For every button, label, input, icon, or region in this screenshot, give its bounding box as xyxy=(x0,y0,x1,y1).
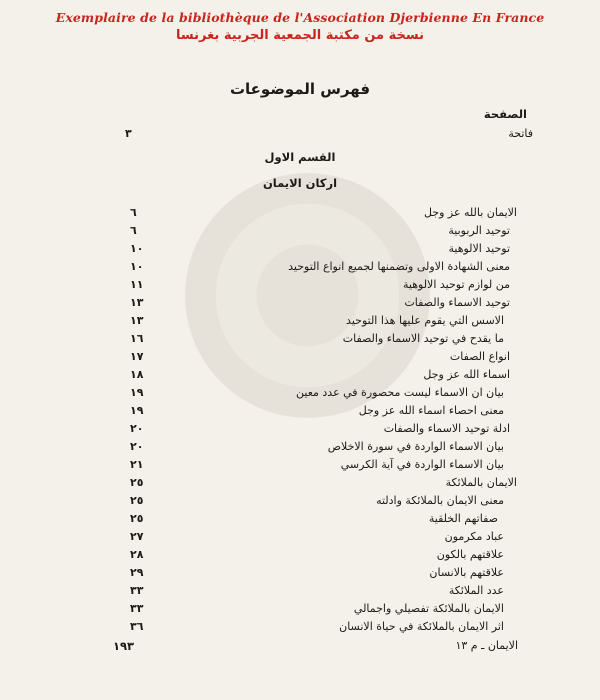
toc-entry: انواع الصفات xyxy=(449,350,510,363)
toc-entry: ادلة توحيد الاسماء والصفات xyxy=(383,422,510,435)
toc-entry: بيان ان الاسماء ليست محصورة في عدد معين xyxy=(296,386,504,399)
toc-entry-page: ٢١ xyxy=(130,458,144,471)
subsection-heading: اركان الايمان xyxy=(262,176,338,190)
toc-entry: ما يقدح في توحيد الاسماء والصفات xyxy=(342,332,504,345)
toc-entry-page: ٦ xyxy=(130,224,137,237)
library-header-french: Exemplaire de la bibliothèque de l'Association Djerbienne En France xyxy=(55,10,545,25)
section-heading: القسم الاول xyxy=(264,150,336,164)
toc-entry-page: ١٠ xyxy=(130,260,144,273)
library-stamp-icon xyxy=(180,168,435,423)
toc-entry: الاسس التي يقوم عليها هذا التوحيد xyxy=(346,314,504,327)
toc-entry: علاقتهم بالانسان xyxy=(429,566,504,579)
toc-entry-page: ٣٦ xyxy=(130,620,144,633)
library-header xyxy=(0,10,600,43)
toc-entry-page: ١٦ xyxy=(130,332,144,345)
toc-entry: عباد مكرمون xyxy=(444,530,504,543)
toc-entry-page: ١٩ xyxy=(130,404,144,417)
toc-entry-page: ٢٧ xyxy=(130,530,144,543)
toc-entry: صفاتهم الخلقية xyxy=(428,512,498,525)
toc-entry: توحيد الربوبية xyxy=(448,224,510,237)
toc-entry: الايمان بالملائكة xyxy=(445,476,517,489)
toc-entry-page: ٢٥ xyxy=(130,512,144,525)
toc-entry: من لوازم توحيد الالوهية xyxy=(403,278,510,291)
toc-entry-page: ٢٨ xyxy=(130,548,144,561)
printer-signature: الايمان ـ م ١٣ xyxy=(455,639,518,652)
toc-entry-page: ٢٠ xyxy=(130,440,144,453)
toc-entry: الايمان بالملائكة تفصيلي واجمالي xyxy=(353,602,504,615)
toc-entry-page: ٢٩ xyxy=(130,566,144,579)
toc-entry: معنى احصاء اسماء الله عز وجل xyxy=(358,404,504,417)
toc-entry-page: ١٣ xyxy=(130,296,144,309)
toc-entry-page: ٢٥ xyxy=(130,476,144,489)
toc-preface-page: ٣ xyxy=(125,127,132,140)
toc-entry-page: ٢٠ xyxy=(130,422,144,435)
toc-entry: بيان الاسماء الواردة في سورة الاخلاص xyxy=(327,440,504,453)
toc-entry-page: ١٠ xyxy=(130,242,144,255)
toc-entry-page: ١١ xyxy=(130,278,144,291)
toc-preface-label: فاتحة xyxy=(508,127,533,140)
toc-entry: اثر الايمان بالملائكة في حياة الانسان xyxy=(339,620,504,633)
toc-entry: عدد الملائكة xyxy=(448,584,504,597)
toc-entry-page: ٦ xyxy=(130,206,137,219)
toc-entry-page: ١٧ xyxy=(130,350,144,363)
toc-entry-page: ٣٣ xyxy=(130,602,144,615)
toc-entry: اسماء الله عز وجل xyxy=(423,368,510,381)
library-header-arabic: نسخة من مكتبة الجمعية الجربية بغرنسا xyxy=(176,28,424,43)
page-number: ١٩٣ xyxy=(113,639,135,653)
page-column-header: الصفحة xyxy=(483,107,527,121)
toc-entry-page: ١٩ xyxy=(130,386,144,399)
toc-entry-page: ٢٥ xyxy=(130,494,144,507)
toc-entry: معنى الشهادة الاولى وتضمنها لجميع انواع التوحيد xyxy=(288,260,510,273)
toc-entry-page: ٣٣ xyxy=(130,584,144,597)
toc-entry: معنى الايمان بالملائكة وادلته xyxy=(376,494,504,507)
toc-entry: توحيد الاسماء والصفات xyxy=(404,296,510,309)
toc-entry-page: ١٣ xyxy=(130,314,144,327)
page-title: فهرس الموضوعات xyxy=(229,80,371,98)
toc-entry-page: ١٨ xyxy=(130,368,144,381)
toc-entry: بيان الاسماء الواردة في آية الكرسي xyxy=(340,458,504,471)
toc-entry: توحيد الالوهية xyxy=(448,242,510,255)
toc-entry: علاقتهم بالكون xyxy=(436,548,504,561)
toc-entry: الايمان بالله عز وجل xyxy=(423,206,517,219)
